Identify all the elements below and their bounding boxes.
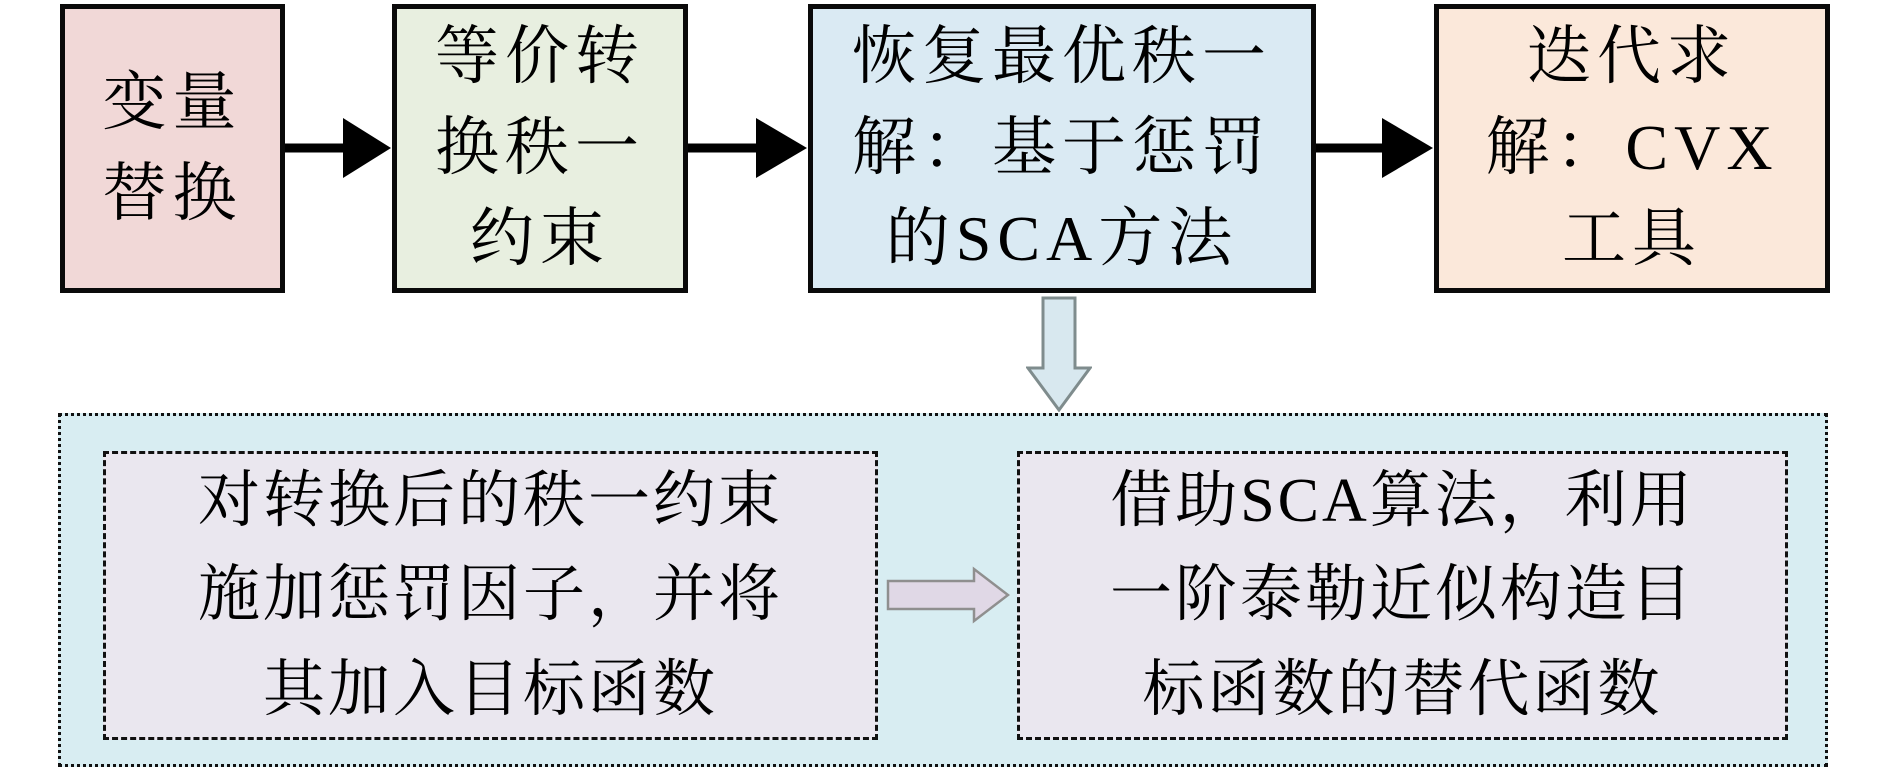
flow-box-iterative-solving [1434,4,1830,293]
right-arrow-icon [285,106,392,190]
right-arrow-icon [688,106,808,190]
flow-box-rank-one-recovery [808,4,1316,293]
flow-box-line: 替换 [102,157,243,229]
detail-box-line: 一阶泰勒近似构造目 [1109,561,1695,630]
flow-box-line: 换秩一 [435,112,645,184]
flow-box-line: 解：基于惩罚 [852,112,1272,184]
flow-box-variable-substitution [60,4,285,293]
down-block-arrow-icon [1026,296,1092,412]
flow-box-line: 工具 [1562,202,1702,274]
detail-box-line: 对转换后的秩一约束 [197,467,783,536]
right-block-arrow-icon [886,566,1010,624]
flow-box-line: 恢复最优秩一 [852,21,1272,93]
flow-box-line: 约束 [470,202,610,274]
detail-box-line: 借助SCA算法，利用 [1110,467,1695,536]
detail-box-line: 其加入目标函数 [262,655,718,724]
flow-box-line: 等价转 [435,21,645,93]
flow-box-line: 迭代求 [1527,21,1737,93]
flow-box-line: 变量 [102,66,243,138]
detail-box-line: 施加惩罚因子，并将 [197,561,783,630]
flow-box-line: 解：CVX [1485,112,1779,184]
detail-box-sca [1017,451,1788,740]
flow-box-line: 的SCA方法 [885,202,1239,274]
detail-box-line: 标函数的替代函数 [1142,655,1663,724]
right-arrow-icon [1316,106,1434,190]
flow-box-equivalent-rank-one-transform [392,4,688,293]
detail-box-penalty [103,451,878,740]
